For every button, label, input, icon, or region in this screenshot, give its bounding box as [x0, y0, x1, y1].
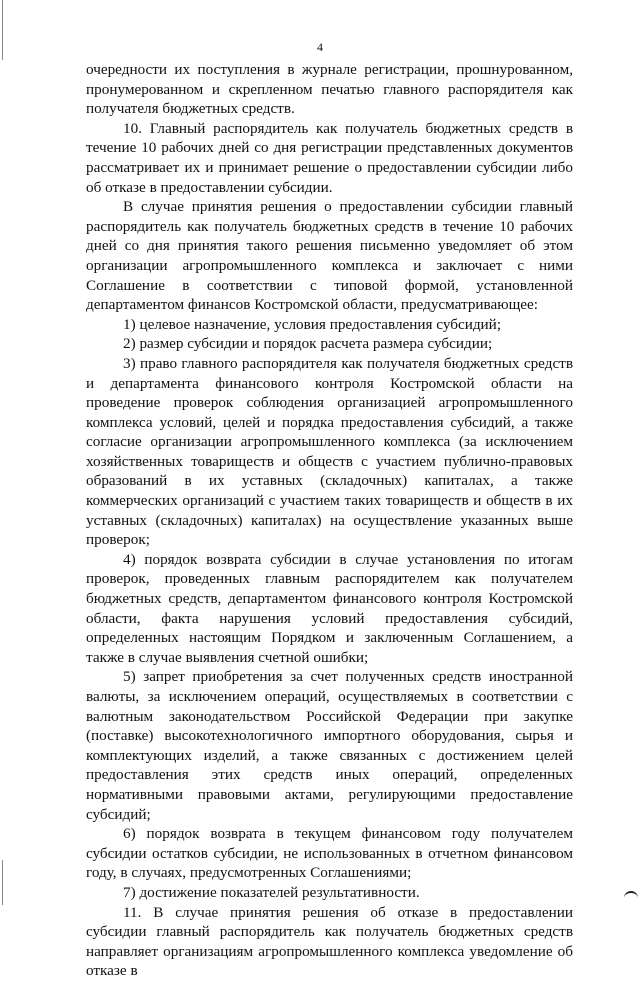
list-item-5: 5) запрет приобретения за счет полученных средств иностранной валюты, за исключением операций, осуществляемых в соответствии с валютным законодательством Российской Федерации при закупке (поставке) высокотехнологичного импортного оборудования, сырья и комплектующих изделий, а также связанных с достижением целей предоставления этих средств иных операций, определенных нормативными правовыми актами, регулирующими предоставление субсидий;	[86, 668, 573, 823]
list-item-6: 6) порядок возврата в текущем финансовом году получателем субсидии остатков субсидии, не использованных в отчетном финансовом году, в случаях, предусмотренных Соглашениями;	[86, 825, 573, 882]
list-item-4: 4) порядок возврата субсидии в случае установления по итогам проверок, проведенных главным распорядителем как получателем бюджетных средств, департаментом финансового контроля Костромской области, факта нарушения условий предоставления субсидий, определенных настоящим Порядком и заключенным Соглашением, а также в случае выявления счетной ошибки;	[86, 550, 573, 666]
paragraph-continuation: очередности их поступления в журнале регистрации, прошнурованном, пронумерованном и скрепленном печатью главного распорядителя как получателя бюджетных средств.	[86, 61, 573, 118]
list-item-1: 1) целевое назначение, условия предоставления субсидий;	[123, 315, 502, 333]
paragraph-clause-11: 11. В случае принятия решения об отказе в предоставлении субсидии главный распорядитель как получатель бюджетных средств направляет организациям агропромышленного комплекса уведомление об отказе в	[86, 903, 573, 980]
paragraph-subsidy-decision: В случае принятия решения о предоставлении субсидии главный распорядитель как получатель бюджетных средств в течение 10 рабочих дней со дня принятия такого решения письменно уведомляет об этом организации агропромышленного комплекса и заключает с ними Соглашение в соответствии с типовой формой, установленной департаментом финансов Костромской области, предусматривающее:	[86, 198, 573, 314]
list-item-7: 7) достижение показателей результативности.	[123, 883, 420, 901]
scan-margin-mark-top	[2, 0, 3, 60]
scan-corner-mark	[624, 891, 638, 899]
page-number: 4	[317, 40, 323, 54]
scan-margin-mark-bottom	[2, 860, 3, 905]
list-item-3: 3) право главного распорядителя как получателя бюджетных средств и департамента финансового контроля Костромской области на проведение проверок соблюдения организацией агропромышленного комплекса условий, целей и порядка предоставления субсидий, а также согласие организации агропромышленного комплекса (за исключением хозяйственных товариществ и обществ с участием публично-правовых образований в их уставных (складочных) капиталах, а также коммерческих организаций с участием таких товариществ и обществ в их уставных (складочных) капиталах) на осуществление указанных выше проверок;	[86, 354, 573, 549]
document-body	[86, 60, 573, 981]
list-item-2: 2) размер субсидии и порядок расчета размера субсидии;	[123, 335, 493, 353]
paragraph-clause-10: 10. Главный распорядитель как получатель бюджетных средств в течение 10 рабочих дней со дня регистрации представленных документов рассматривает их и принимает решение о предоставлении субсидии либо об отказе в предоставлении субсидии.	[86, 119, 573, 196]
